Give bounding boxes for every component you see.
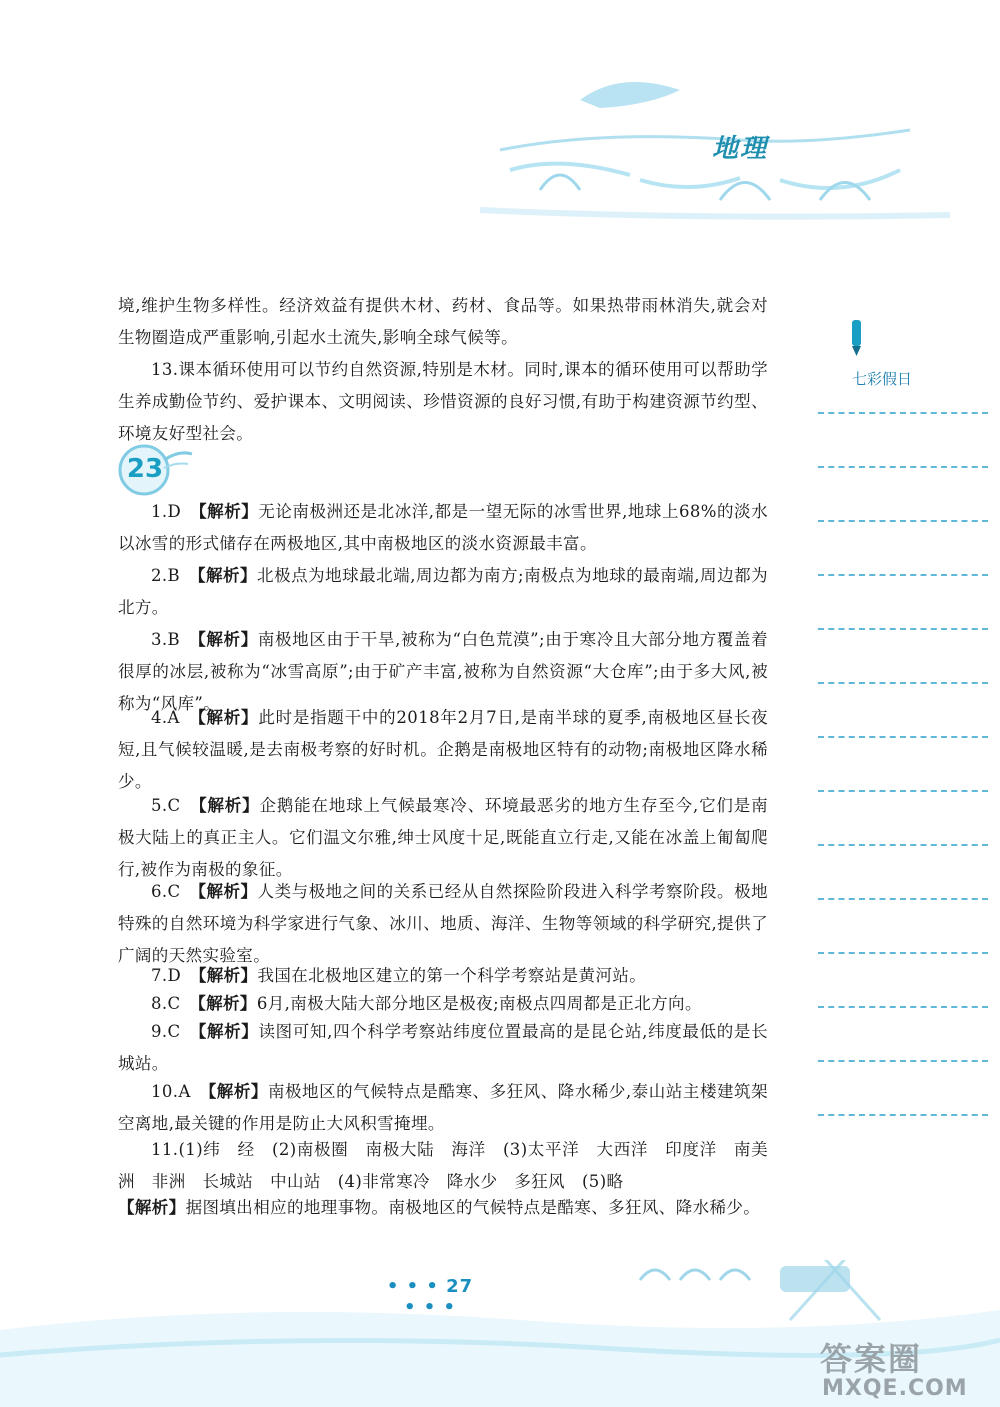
note-line	[818, 628, 988, 630]
note-line	[818, 412, 988, 414]
answer-3: 3.B 【解析】南极地区由于干旱,被称为“白色荒漠”;由于寒冷且大部分地方覆盖着很厚的冰层,被称为“冰雪高原”;由于矿产丰富,被称为自然资源“大仓库”;由于多大风,被称为“风库”。	[118, 630, 768, 713]
note-line	[818, 574, 988, 576]
paragraph-continuation: 境,维护生物多样性。经济效益有提供木材、药材、食品等。如果热带雨林消失,就会对生物圈造成严重影响,引起水土流失,影响全球气候等。	[118, 296, 768, 347]
note-line	[818, 1114, 988, 1116]
answer-4: 4.A 【解析】此时是指题干中的2018年2月7日,是南半球的夏季,南极地区昼长夜短,且气候较温暖,是去南极考察的好时机。企鹅是南极地区特有的动物;南极地区降水稀少。	[118, 708, 768, 791]
subject-title: 地理	[712, 134, 769, 164]
note-line	[818, 520, 988, 522]
answer-7: 7.D 【解析】我国在北极地区建立的第一个科学考察站是黄河站。	[151, 966, 647, 985]
watermark-logo: 答案圈	[820, 1340, 923, 1378]
note-line	[818, 682, 988, 684]
answer-8: 8.C 【解析】6月,南极大陆大部分地区是极夜;南极点四周都是正北方向。	[151, 994, 702, 1013]
page-number: • • • 27 • • •	[386, 1276, 474, 1318]
watermark-url: MXQE.COM	[822, 1376, 968, 1401]
answer-11: 11.(1)纬 经 (2)南极圈 南极大陆 海洋 (3)太平洋 大西洋 印度洋 南美洲 非洲 长城站 中山站 (4)非常寒冷 降水少 多狂风 (5)略	[118, 1140, 768, 1191]
answer-11-analysis: 【解析】据图填出相应的地理事物。南极地区的气候特点是酷寒、多狂风、降水稀少。	[118, 1198, 761, 1217]
section-number: 23	[126, 454, 164, 484]
answer-6: 6.C 【解析】人类与极地之间的关系已经从自然探险阶段进入科学考察阶段。极地特殊的自然环境为科学家进行气象、冰川、地质、海洋、生物等领域的科学研究,提供了广阔的天然实验室。	[118, 882, 768, 965]
pen-icon	[844, 318, 870, 358]
note-line	[818, 952, 988, 954]
answer-2: 2.B 【解析】北极点为地球最北端,周边都为南方;南极点为地球的最南端,周边都为北方。	[118, 566, 768, 617]
note-line	[818, 736, 988, 738]
answer-9: 9.C 【解析】读图可知,四个科学考察站纬度位置最高的是昆仑站,纬度最低的是长城站。	[118, 1022, 768, 1073]
note-line	[818, 1060, 988, 1062]
answer-13: 13.课本循环使用可以节约自然资源,特别是木材。同时,课本的循环使用可以帮助学生养成勤俭节约、爱护课本、文明阅读、珍惜资源的良好习惯,有助于构建资源节约型、环境友好型社会。	[118, 360, 768, 443]
answer-5: 5.C 【解析】企鹅能在地球上气候最寒冷、环境最恶劣的地方生存至今,它们是南极大陆上的真正主人。它们温文尔雅,绅士风度十足,既能直立行走,又能在冰盖上匍匐爬行,被作为南极的象征。	[118, 796, 768, 879]
note-line	[818, 1006, 988, 1008]
answer-1: 1.D 【解析】无论南极洲还是北冰洋,都是一望无际的冰雪世界,地球上68%的淡水以冰雪的形式储存在两极地区,其中南极地区的淡水资源最丰富。	[118, 502, 768, 553]
note-line	[818, 898, 988, 900]
note-line	[818, 466, 988, 468]
answer-10: 10.A 【解析】南极地区的气候特点是酷寒、多狂风、降水稀少,泰山站主楼建筑架空离地,最关键的作用是防止大风积雪掩埋。	[118, 1082, 768, 1133]
sidebar-label: 七彩假日	[852, 370, 913, 388]
note-line	[818, 790, 988, 792]
note-line	[818, 844, 988, 846]
